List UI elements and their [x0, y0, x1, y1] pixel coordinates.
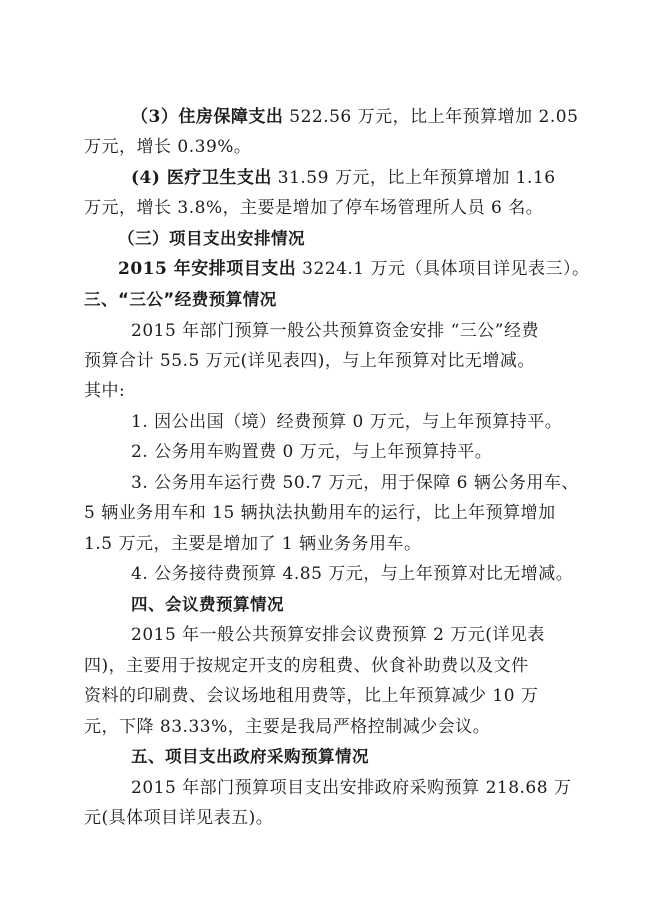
- item4-line1: [131, 167, 556, 189]
- sangong-para-line: 2015 年部门预算一般公共预算资金安排 “三公”经费: [131, 321, 539, 341]
- sangong-item: 3. 公务用车运行费 50.7 万元，用于保障 6 辆公务用车、: [131, 473, 579, 493]
- item4-line2: 万元，增长 3.8%，主要是增加了停车场管理所人员 6 名。: [84, 198, 544, 218]
- sangong-item: 2. 公务用车购置费 0 万元，与上年预算持平。: [131, 442, 493, 462]
- section5-heading: 五、项目支出政府采购预算情况: [131, 747, 369, 766]
- section-project-heading: （三）项目支出安排情况: [118, 229, 305, 248]
- sangong-item: 1.5 万元，主要是增加了 1 辆业务务用车。: [84, 534, 422, 554]
- project-line: [118, 258, 590, 280]
- project-line-rest: 3224.1 万元（具体项目详见表三）。: [296, 259, 590, 279]
- sangong-para-line: 预算合计 55.5 万元(详见表四)，与上年预算对比无增减。: [84, 351, 535, 371]
- section3-heading: 三、“三公”经费预算情况: [84, 290, 277, 309]
- sangong-item: 5 辆业务用车和 15 辆执法执勤用车的运行，比上年预算增加: [84, 503, 556, 523]
- item3-line2: 万元，增长 0.39%。: [84, 137, 252, 157]
- meeting-para-line: 资料的印刷费、会议场地租用费等，比上年预算减少 10 万: [84, 686, 539, 706]
- meeting-para-line: 2015 年一般公共预算安排会议费预算 2 万元(详见表: [131, 625, 545, 645]
- section4-heading: 四、会议费预算情况: [131, 595, 284, 614]
- meeting-para-line: 元，下降 83.33%，主要是我局严格控制减少会议。: [84, 717, 491, 737]
- project-line-bold: 2015 年安排项目支出: [118, 259, 297, 279]
- item3-text: 522.56 万元，比上年预算增加 2.05: [283, 107, 579, 127]
- sangong-para-line: 其中:: [84, 381, 126, 401]
- sangong-item: 4. 公务接待费预算 4.85 万元，与上年预算对比无增减。: [131, 564, 574, 584]
- sangong-item: 1. 因公出国（境）经费预算 0 万元，与上年预算持平。: [131, 412, 563, 432]
- meeting-para-line: 四)，主要用于按规定开支的房租费、伙食补助费以及文件: [84, 656, 529, 676]
- item3-label: （3）住房保障支出: [131, 107, 284, 127]
- procurement-para-line: 元(具体项目详见表五)。: [84, 808, 274, 828]
- procurement-para-line: 2015 年部门预算项目支出安排政府采购预算 218.68 万: [131, 778, 572, 798]
- item3-line1: [131, 106, 578, 128]
- item4-label: (4) 医疗卫生支出: [131, 168, 272, 188]
- item4-text: 31.59 万元，比上年预算增加 1.16: [271, 168, 556, 188]
